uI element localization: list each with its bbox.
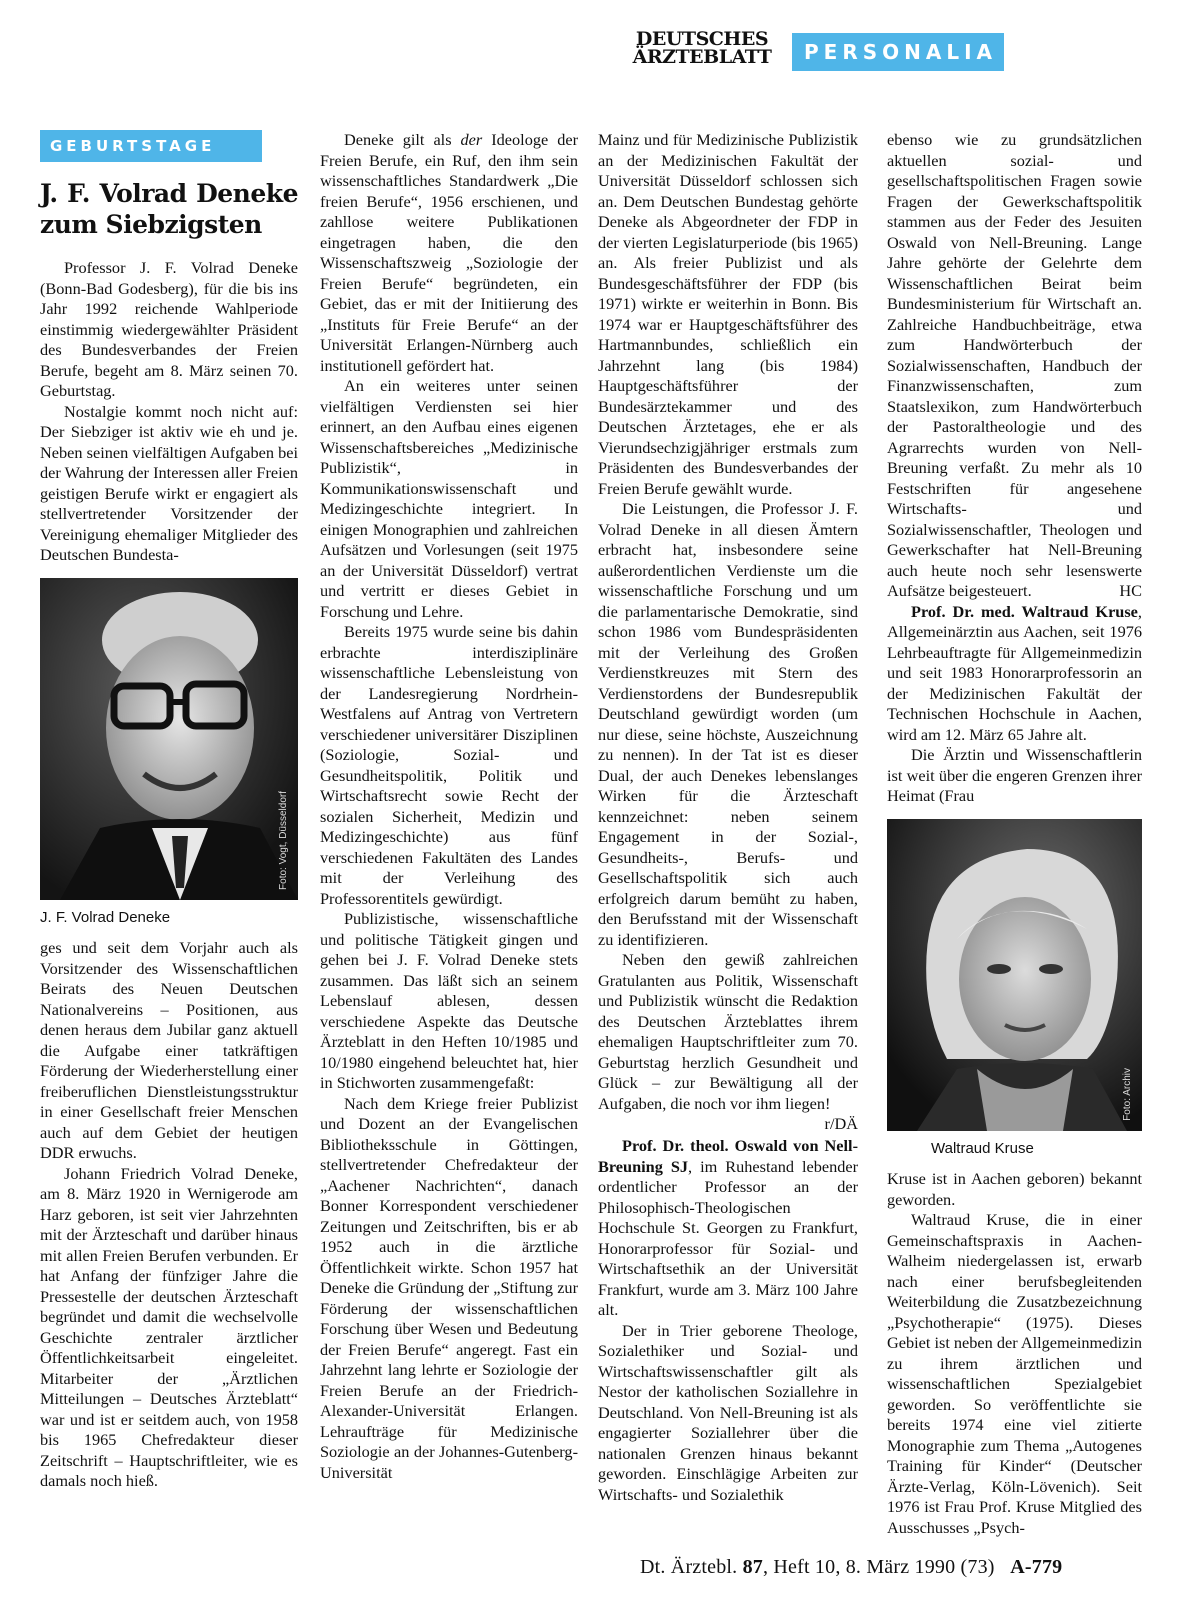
footer-issue: , Heft 10, 8. März 1990 (73) [762,1556,995,1578]
masthead-line-1: DEUTSCHES [635,28,769,50]
footer-journal: Dt. Ärztebl. [640,1556,738,1578]
section-badge: PERSONALIA [792,33,1004,71]
column-1 [40,130,298,1492]
paragraph [887,130,1142,602]
portrait-photo-deneke [40,578,298,900]
photo-caption: Waltraud Kruse [931,1139,1034,1157]
footer-page-number: A-779 [1010,1556,1063,1578]
paragraph: Kruse ist in Aachen geboren) bekannt geworden. [887,1169,1142,1209]
paragraph [887,602,1142,746]
paragraph: Die Leistungen, die Professor J. F. Volrad Deneke in all diesen Ämtern erbracht hat, insbesondere seine außerordentlichen Verdienste um die wissenschaftliche Forschung und um die parlamentarische Demokratie, sind schon 1986 vom Bundespräsidenten mit der Verleihung des Großen Verdienstkreuzes mit Stern des Verdienstordens der Bundesrepublik Deutschland gewürdigt worden (um nur diese, seine höchste, Auszeichnung zu nennen). In der Tat ist es dieser Dual, der auch Denekes lebenslanges Wirken für die Ärzteschaft kennzeichnet: neben seinem Engagement in der Sozial-, Gesundheits-, Berufs- und Gesellschaftspolitik sich auch erfolgreich darum bemüht zu haben, den Berufsstand mit der Wissenschaft zu identifizieren. [598,499,858,949]
paragraph [598,1136,858,1321]
paragraph: Mainz und für Medizinische Publizistik an der Medizinischen Fakultät der Universität Düsseldorf schlossen sich an. Dem Deutschen Bundestag gehörte Deneke als Abgeordneter der FDP in der vierten Legislaturperiode (bis 1965) an. Als freier Publizist und als Bundesgeschäftsführer der FDP (bis 1971) wirkte er weiterhin in Bonn. Bis 1974 war er Hauptgeschäftsführer des Hartmannbundes, schließlich ein Jahrzehnt lang (bis 1984) Hauptgeschäftsführer der Bundesärztekammer und des Deutschen Ärztetages, ehe er als Vierundsechzigjähriger erstmals zum Präsidenten des Bundesverbandes der Freien Berufe gewählt wurde. [598,130,858,498]
person-name: Prof. Dr. med. Waltraud Kruse [911,601,1138,621]
journal-masthead [617,30,787,66]
author-signature: HC [1119,581,1142,600]
paragraph: An ein weiteres unter seinen vielfältigen Verdiensten sei hier erinnert, an den Aufbau eines eigenen Wissenschaftsbereiches „Medizinische Publizistik“, in Kommunikationswissenschaft und Medizingeschichte integriert. In einigen Monographien und zahlreichen Aufsätzen und Vorlesungen (seit 1975 an der Universität Düsseldorf) vertrat und vertritt er dieses Gebiet in Forschung und Lehre. [320,376,578,621]
emphasis: der [460,130,483,149]
column-4 [887,130,1142,1538]
portrait-image [40,578,298,900]
photo-credit: Foto: Vogt, Düsseldorf [277,790,289,890]
article-headline: J. F. Volrad Deneke zum Siebzigsten [40,179,298,239]
text-run: , im Ruhestand lebender ordentlicher Professor an der Philosophisch-Theologischen Hochschule St. Georgen zu Frankfurt, Honorarprofessor für Sozial- und Wirtschaftsethik an der Universität Frankfurt, wurde am 3. März 100 Jahre alt. [598,1156,858,1319]
photo-caption: J. F. Volrad Deneke [40,908,171,926]
masthead-line-2: ÄRZTEBLATT [632,46,772,68]
column-2 [320,130,578,1483]
author-signature: r/DÄ [824,1114,858,1133]
photo-credit: Foto: Archiv [1121,1067,1133,1121]
page-footer [640,1556,1062,1579]
paragraph: ges und seit dem Vorjahr auch als Vorsitzender des Wissenschaftlichen Beirats des Neuen Deutschen Nationalvereins – Positionen, aus denen heraus dem Jubilar ganz aktuell die Aufgabe einer tatkräftigen Förderung der Wiederherstellung einer freiberuflichen Dienstleistungsstruktur in einer Gesellschaft freier Menschen auch auf dem Gebiet der heutigen DDR erwuchs. [40,938,298,1162]
paragraph: Waltraud Kruse, die in einer Gemeinschaftspraxis in Aachen-Walheim niedergelassen ist, erwarb nach einer berufsbegleitenden Weiterbildung die Zusatzbezeichnung „Psychotherapie“ (1975). Dieses Gebiet ist neben der Allgemeinmedizin zu ihrem ärztlichen und wissenschaftlichen Spezialgebiet geworden. So veröffentlichte sie bereits 1974 eine viel zitierte Monographie zum Thema „Autogenes Training für Kinder“ (Deutscher Ärzte-Verlag, Köln-Lövenich). Seit 1976 ist Frau Prof. Kruse Mitglied des Ausschusses „Psych- [887,1210,1142,1537]
paragraph: Bereits 1975 wurde seine bis dahin erbrachte interdisziplinäre wissenschaftliche Lebensleistung von der Landesregierung Nordrhein-Westfalens auf Antrag von Vertretern verschiedener universitärer Disziplinen (Soziologie, Sozial- und Gesundheitspolitik, Politik und Wirtschaftsrecht sowie Recht der sozialen Sicherheit, Medizin und Medizingeschichte) aus fünf verschiedenen Fakultäten des Landes mit der Verleihung des Professorentitels gewürdigt. [320,622,578,908]
column-3 [598,130,858,1505]
paragraph: Nostalgie kommt noch nicht auf: Der Siebziger ist aktiv wie eh und je. Neben seinen vielfältigen Aufgaben bei der Wahrung der Interessen aller Freien geistigen Berufe wirkt er engagiert als stellvertretender Vorsitzender der Vereinigung ehemaliger Mitglieder des Deutschen Bundesta- [40,401,298,564]
paragraph [320,130,578,376]
person-name: Prof. Dr. theol. Oswald von Nell-Breuning SJ [598,1136,858,1176]
text-run: ebenso wie zu grundsätzlichen aktuellen sozial- und gesellschaftspolitischen Fragen sowie Fragen der Gewerkschaftspolitik stammen aus der Feder des Jesuiten Oswald von Nell-Breuning. Lange Jahre gehörte der Gelehrte dem Wissenschaftlichen Beirat beim Bundesministerium für Wirtschaft an. Zahlreiche Handbuchbeiträge, etwa zum Handwörterbuch der Sozialwissenschaften, Handbuch der Finanzwissenschaften, zum Staatslexikon, zum Handwörterbuch der Pastoraltheologie und des Agrarrechts wurden von Nell-Breuning verfaßt. Zu mehr als 10 Festschriften für angesehene Wirtschafts- und Sozialwissenschaftler, Theologen und Gewerkschafter hat Nell-Breuning auch heute noch sehr lesenswerte Aufsätze beigesteuert. [887,130,1142,600]
kicker-label: GEBURTSTAGE [40,130,262,162]
text-run: Neben den gewiß zahlreichen Gratulanten aus Politik, Wissenschaft und Publizistik wünscht die Redaktion des Deutschen Ärzteblattes ihrem ehemaligen Hauptschriftleiter zum 70. Geburtstag herzlich Gesundheit und Glück – zur Bewältigung all der Aufgaben, die noch vor ihm liegen! [598,950,858,1113]
paragraph: Nach dem Kriege freier Publizist und Dozent an der Evangelischen Bibliotheksschule in Göttingen, stellvertretender Chefredakteur der „Aachener Nachrichten“, danach Bonner Korrespondent verschiedener Zeitungen und Zeitschriften, bis er ab 1952 auch in die ärztliche Öffentlichkeit wirkte. Schon 1957 hat Deneke die Gründung der „Stiftung zur Förderung der wissenschaftlichen Forschung über Wesen und Bedeutung der Freien Berufe“ angeregt. Fast ein Jahrzehnt lang lehrte er Soziologie der Freien Berufe an der Friedrich-Alexander-Universität Erlangen. Lehraufträge für Medizinische Soziologie an der Johannes-Gutenberg-Universität [320,1093,578,1482]
text-run: Deneke gilt als [344,130,461,149]
portrait-image [887,819,1142,1131]
paragraph: Professor J. F. Volrad Deneke (Bonn-Bad Godesberg), für die bis ins Jahr 1992 reichende Wahlperiode einstimmig wiedergewählter Präsident des Bundesverbandes der Freien Berufe, begeht am 8. März seinen 70. Geburtstag. [40,258,298,400]
footer-volume: 87 [742,1556,763,1578]
text-run: Ideologe der Freien Berufe, ein Ruf, den ihm sein wissenschaftliches Standardwerk „Die freien Berufe“, 1956 erschienen, und zahllose weitere Publikationen eingetragen haben, die den Wissenschaftszweig „Soziologie der Freien Berufe“ begründeten, ein Gebiet, das er mit der Initiierung des „Instituts für Freie Berufe“ an der Universität Erlangen-Nürnberg auch institutionell gefördert hat. [320,130,578,375]
paragraph [598,950,858,1133]
paragraph: Der in Trier geborene Theologe, Sozialethiker und Sozial- und Wirtschaftswissenschaftler gilt als Nestor der katholischen Soziallehre in Deutschland. Von Nell-Breuning ist als engagierter Soziallehrer über die nationalen Grenzen hinaus bekannt geworden. Einschlägige Arbeiten zur Wirtschafts- und Sozialethik [598,1320,858,1504]
text-run: , Allgemeinärztin aus Aachen, seit 1976 Lehrbeauftragte für Allgemeinmedizin und seit 1983 Honorarprofessorin an der Medizinischen Fakultät der Technischen Hochschule in Aachen, wird am 12. März 65 Jahre alt. [887,601,1142,744]
paragraph: Publizistische, wissenschaftliche und politische Tätigkeit gingen und gehen bei J. F. Volrad Deneke stets zusammen. Das läßt sich an seinem Lebenslauf ablesen, dessen verschiedene Aspekte das Deutsche Ärzteblatt in den Heften 10/1985 und 10/1980 eingehend beleuchtet hat, hier in Stichworten zusammengefaßt: [320,909,578,1092]
portrait-photo-kruse [887,819,1142,1131]
paragraph: Johann Friedrich Volrad Deneke, am 8. März 1920 in Wernigerode am Harz geboren, ist seit vier Jahrzehnten mit der Ärzteschaft und darüber hinaus mit allen Freien Berufen verbunden. Er hat Anfang der fünfziger Jahre die Pressestelle der deutschen Ärzteschaft begründet und damit die wechselvolle Geschichte zentraler ärztlicher Öffentlichkeitsarbeit eingeleitet. Mitarbeiter der „Ärztlichen Mitteilungen – Deutsches Ärzteblatt“ war und ist er seitdem auch, von 1958 bis 1965 Chefredakteur dieser Zeitschrift – Hauptschriftleiter, wie es damals noch hieß. [40,1163,298,1490]
paragraph: Die Ärztin und Wissenschaftlerin ist weit über die engeren Grenzen ihrer Heimat (Frau [887,745,1142,805]
